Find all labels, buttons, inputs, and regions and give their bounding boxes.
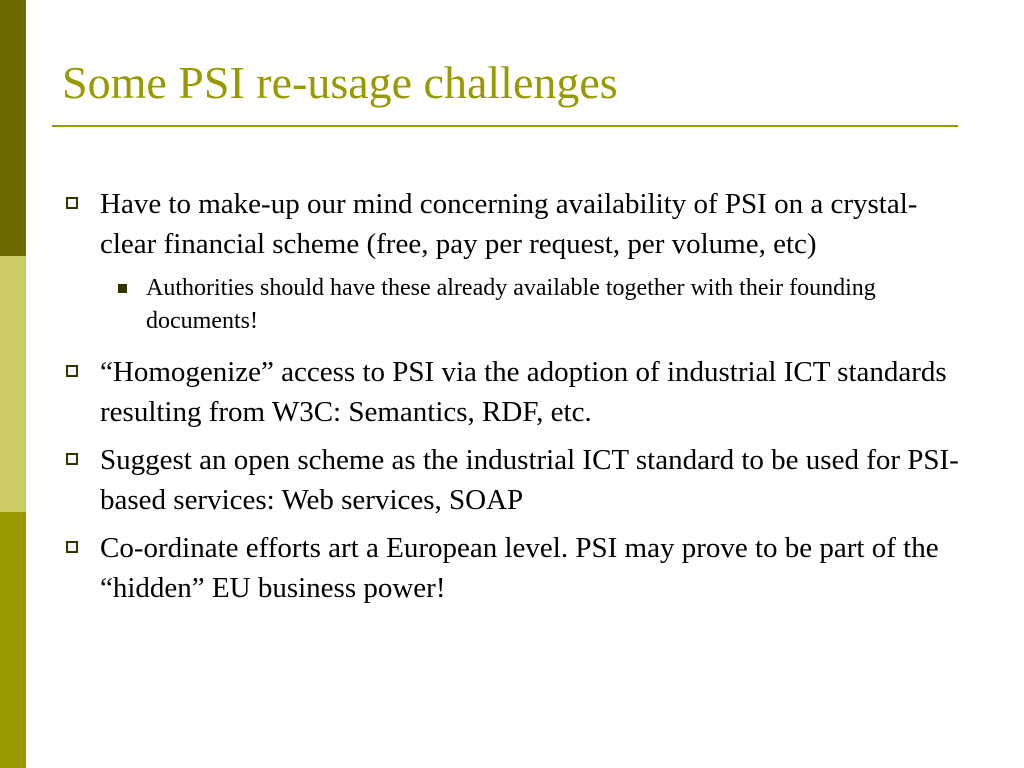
bullet-text: Co-ordinate efforts art a European level. PSI may prove to be part of the “hidden” EU business power! [100, 532, 939, 604]
title-underline [52, 125, 958, 127]
filled-square-bullet-icon [118, 284, 127, 293]
bullet-text: Suggest an open scheme as the industrial ICT standard to be used for PSI-based services: Web services, SOAP [100, 444, 959, 516]
slide-title: Some PSI re-usage challenges [62, 57, 618, 108]
bullet-item-4 [62, 528, 972, 608]
hollow-square-bullet-icon [66, 365, 78, 377]
bullet-text: Have to make-up our mind concerning availability of PSI on a crystal-clear financial scheme (free, pay per request, per volume, etc) [100, 188, 918, 260]
sub-bullet-text: Authorities should have these already available together with their founding documents! [146, 275, 876, 334]
decorative-stripe-bottom [0, 512, 26, 768]
bullet-item-2 [62, 352, 972, 432]
sub-bullet-item-1 [62, 272, 972, 338]
bullet-list [62, 184, 972, 616]
decorative-stripe-middle [0, 256, 26, 512]
hollow-square-bullet-icon [66, 453, 78, 465]
decorative-stripe-top [0, 0, 26, 256]
bullet-item-3 [62, 440, 972, 520]
hollow-square-bullet-icon [66, 197, 78, 209]
bullet-text: “Homogenize” access to PSI via the adoption of industrial ICT standards resulting from W3C: Semantics, RDF, etc. [100, 356, 947, 428]
bullet-item-1 [62, 184, 972, 264]
hollow-square-bullet-icon [66, 541, 78, 553]
